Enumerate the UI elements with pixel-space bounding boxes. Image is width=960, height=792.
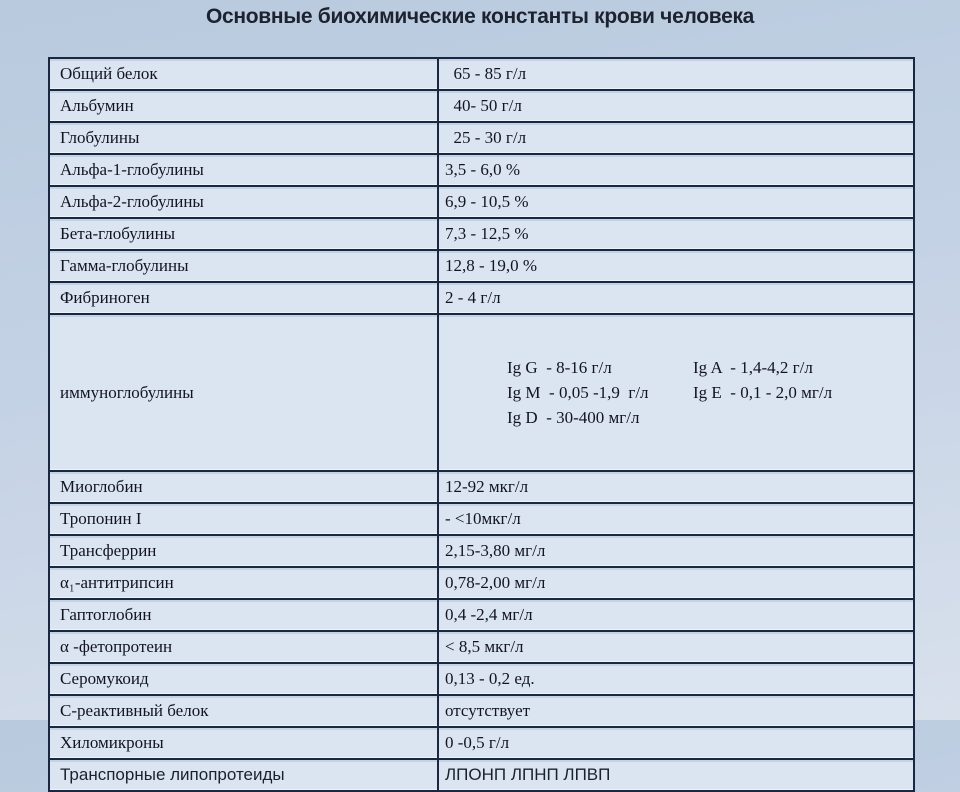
row-value: 2,15-3,80 мг/л — [438, 535, 914, 567]
row-name: Глобулины — [49, 122, 438, 154]
row-name: Общий белок — [49, 58, 438, 90]
row-value: 7,3 - 12,5 % — [438, 218, 914, 250]
ig-a-value: Ig A - 1,4-4,2 г/л — [693, 358, 813, 377]
row-value: 2 - 4 г/л — [438, 282, 914, 314]
row-name: Альфа-2-глобулины — [49, 186, 438, 218]
table-row-immunoglobulins — [49, 314, 914, 471]
table-row-lipoproteins — [49, 759, 914, 791]
row-name: Хиломикроны — [49, 727, 438, 759]
table-row — [49, 250, 914, 282]
row-name: Бета-глобулины — [49, 218, 438, 250]
table-row — [49, 535, 914, 567]
row-value: 25 - 30 г/л — [438, 122, 914, 154]
row-value: 6,9 - 10,5 % — [438, 186, 914, 218]
table-row — [49, 695, 914, 727]
table-row — [49, 663, 914, 695]
ig-d-value: Ig D - 30-400 мг/л — [507, 408, 640, 427]
row-value: 0,13 - 0,2 ед. — [438, 663, 914, 695]
row-name: Альбумин — [49, 90, 438, 122]
table-row — [49, 58, 914, 90]
row-value: 40- 50 г/л — [438, 90, 914, 122]
table-row — [49, 122, 914, 154]
blood-constants-table — [48, 57, 915, 792]
table-row — [49, 154, 914, 186]
table-row — [49, 599, 914, 631]
row-name: Серомукоид — [49, 663, 438, 695]
table-row — [49, 503, 914, 535]
table-row — [49, 567, 914, 599]
row-name: Миоглобин — [49, 471, 438, 503]
row-name: иммуноглобулины — [49, 314, 438, 471]
row-name: Гаптоглобин — [49, 599, 438, 631]
table-row — [49, 186, 914, 218]
row-value: 0 -0,5 г/л — [438, 727, 914, 759]
row-value: 3,5 - 6,0 % — [438, 154, 914, 186]
row-name: Фибриноген — [49, 282, 438, 314]
page-title: Основные биохимические константы крови человека — [205, 5, 755, 28]
row-name: Альфа-1-глобулины — [49, 154, 438, 186]
row-value: 12,8 - 19,0 % — [438, 250, 914, 282]
row-name: Гамма-глобулины — [49, 250, 438, 282]
ig-spacer — [693, 405, 909, 430]
row-name: α -фетопротеин — [49, 631, 438, 663]
row-value: ЛПОНП ЛПНП ЛПВП — [438, 759, 914, 791]
row-value: 12-92 мкг/л — [438, 471, 914, 503]
table-row — [49, 471, 914, 503]
table-row — [49, 218, 914, 250]
ig-g-value: Ig G - 8-16 г/л — [507, 358, 612, 377]
row-name: С-реактивный белок — [49, 695, 438, 727]
immunoglobulin-values — [445, 355, 909, 430]
row-name: Тропонин I — [49, 503, 438, 535]
table-row — [49, 282, 914, 314]
row-value: 65 - 85 г/л — [438, 58, 914, 90]
ig-e-value: Ig E - 0,1 - 2,0 мг/л — [693, 383, 833, 402]
row-value: 0,78-2,00 мг/л — [438, 567, 914, 599]
row-name: Транспорные липопротеиды — [49, 759, 438, 791]
row-value: отсутствует — [438, 695, 914, 727]
table-row — [49, 727, 914, 759]
ig-m-value: Ig M - 0,05 -1,9 г/л — [507, 383, 649, 402]
row-name: Трансферрин — [49, 535, 438, 567]
row-value: < 8,5 мкг/л — [438, 631, 914, 663]
row-value — [438, 314, 914, 471]
table-row — [49, 631, 914, 663]
row-value: - <10мкг/л — [438, 503, 914, 535]
table-row — [49, 90, 914, 122]
row-name: α₁-антитрипсин — [49, 567, 438, 599]
row-value: 0,4 -2,4 мг/л — [438, 599, 914, 631]
